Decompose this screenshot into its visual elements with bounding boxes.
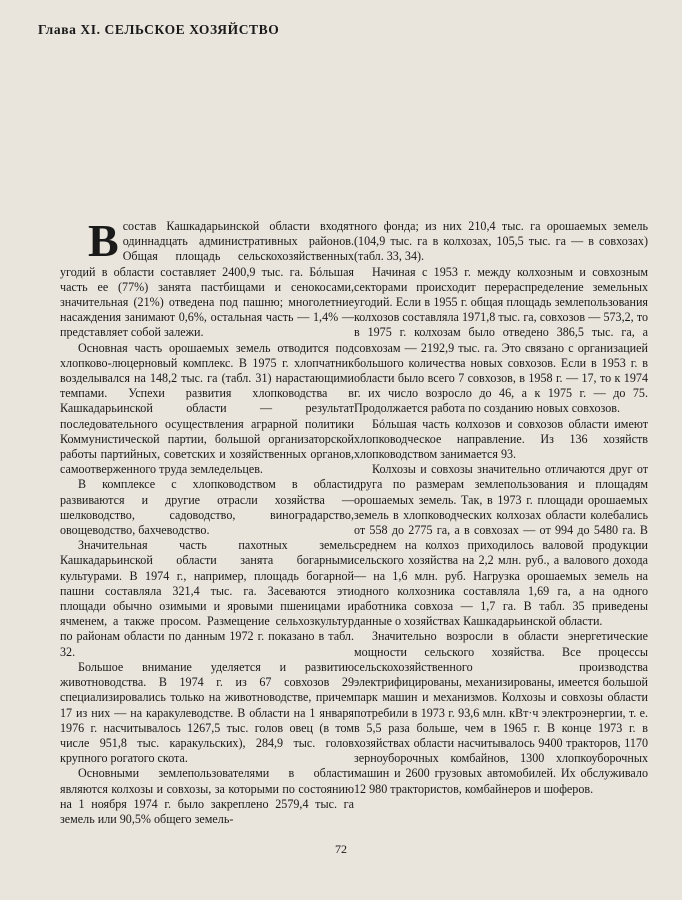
page-number: 72 <box>335 842 347 856</box>
left-paragraph-3: В комплексе с хлопководством в области развиваются и другие отрасли хозяйства — шелководство, садоводство, виноградарство, овощеводство, бахчеводство. <box>60 477 354 538</box>
right-column <box>354 219 648 797</box>
right-paragraph-3: Бóльшая часть колхозов и совхозов области имеют хлопководческое направление. Из 136 хозяйств хлопководством занимается 93. <box>354 416 648 462</box>
left-paragraph-1-text: состав Кашкадарьинской области входят одиннадцать административных районов. Общая площадь сельскохозяйственных угодий в области составляет 2400,9 тыс. га. Бóльшая часть ее (77%) занята пастбищами и сенокосами, значительная (21%) отведена под пашню; многолетние насаждения занимают 0,6%, остальная часть — 1,4% — представляет собой залежи. <box>60 219 354 340</box>
left-column <box>60 215 354 827</box>
left-paragraph-1 <box>60 215 354 341</box>
left-paragraph-6: Основными землепользователями в области являются колхозы и совхозы, за которыми по состоянию на 1 ноября 1974 г. было закреплено 2579,4 тыс. га земель или 90,5% общего земель- <box>60 766 354 826</box>
left-paragraph-5: Большое внимание уделяется и развитию животноводства. В 1974 г. из 67 совхозов 29 специализировались только на животноводстве, причем 17 из них — на каракулеводстве. В области на 1 января 1976 г. насчитывалось 1267,5 тыс. голов овец (в том числе 951,8 тыс. каракульских), 284,9 тыс. голов крупного рогатого скота. <box>60 659 354 766</box>
left-paragraph-4: Значительная часть пахотных земель Кашкадарьинской области занята богарными культурами. В 1974 г., например, площадь богарной пашни составляла 321,4 тыс. га. Засеваются эти площади обычно озимыми и яровыми пшеницами и ячменем, а также просом. Размещение сельхозкультур по районам области по данным 1972 г. показано в табл. 32. <box>60 538 354 659</box>
right-paragraph-5: Значительно возросли в области энергетические мощности сельского хозяйства. Все процессы сельскохозяйственного производства электрифицированы, механизированы, имеется большой парк машин и механизмов. Колхозы и совхозы области потребили в 1973 г. 93,6 млн. кВт·ч электроэнергии, т. е. в 5,5 раза больше, чем в 1965 г. В конце 1973 г. в хозяйствах области насчитывалось 9400 тракторов, 1170 зерноуборочных комбайнов, 1300 хлопкоуборочных машин и 2600 грузовых автомобилей. Их обслуживало 12 980 трактористов, комбайнеров и шоферов. <box>354 629 648 796</box>
right-paragraph-4: Колхозы и совхозы значительно отличаются друг от друга по размерам землепользования и площадям орошаемых земель. Так, в 1973 г. площади орошаемых земель в хлопководческих колхозах области колебались от 558 до 2775 га, а в совхозах — от 994 до 5480 га. В среднем на колхоз приходилось валовой продукции сельского хозяйства на 2,2 млн. руб., а валового дохода — на 1,6 млн. руб. Нагрузка орошаемых земель на одного колхозника составляла 1,69 га, а на одного работника совхоза — 1,7 га. В табл. 35 приведены данные о хозяйствах Кашкадарьинской области. <box>354 462 648 629</box>
left-paragraph-2: Основная часть орошаемых земель отводится под хлопково-люцерновый комплекс. В 1975 г. хлопчатник возделывался на 148,2 тыс. га (табл. 31) нарастающими темпами. Успехи развития хлопководства в Кашкадарьинской области — результат последовательного осуществления аграрной политики Коммунистической партии, большой организаторской работы партийных, советских и хозяйственных органов, самоотверженного труда земледельцев. <box>60 340 354 477</box>
drop-cap: В <box>88 215 119 266</box>
chapter-title: Глава XI. СЕЛЬСКОЕ ХОЗЯЙСТВО <box>38 22 280 37</box>
right-paragraph-2: Начиная с 1953 г. между колхозным и совхозным секторами происходит перераспределение земельных угодий. Если в 1955 г. общая площадь землепользования колхозов составляла 1971,8 тыс. га, совхозов — 573,2, то в 1975 г. колхозам было отведено 386,5 тыс. га, а совхозам — 2192,9 тыс. га. Это связано с организацией большого количества новых совхозов. Если в 1953 г. в области было всего 7 совхозов, в 1958 г. — 17, то к 1974 г. их число возросло до 46, а к 1975 г. — до 75. Продолжается работа по созданию новых совхозов. <box>354 264 648 416</box>
right-paragraph-1: ного фонда; из них 210,4 тыс. га орошаемых земель (104,9 тыс. га в колхозах, 105,5 тыс. га — в совхозах) (табл. 33, 34). <box>354 219 648 264</box>
